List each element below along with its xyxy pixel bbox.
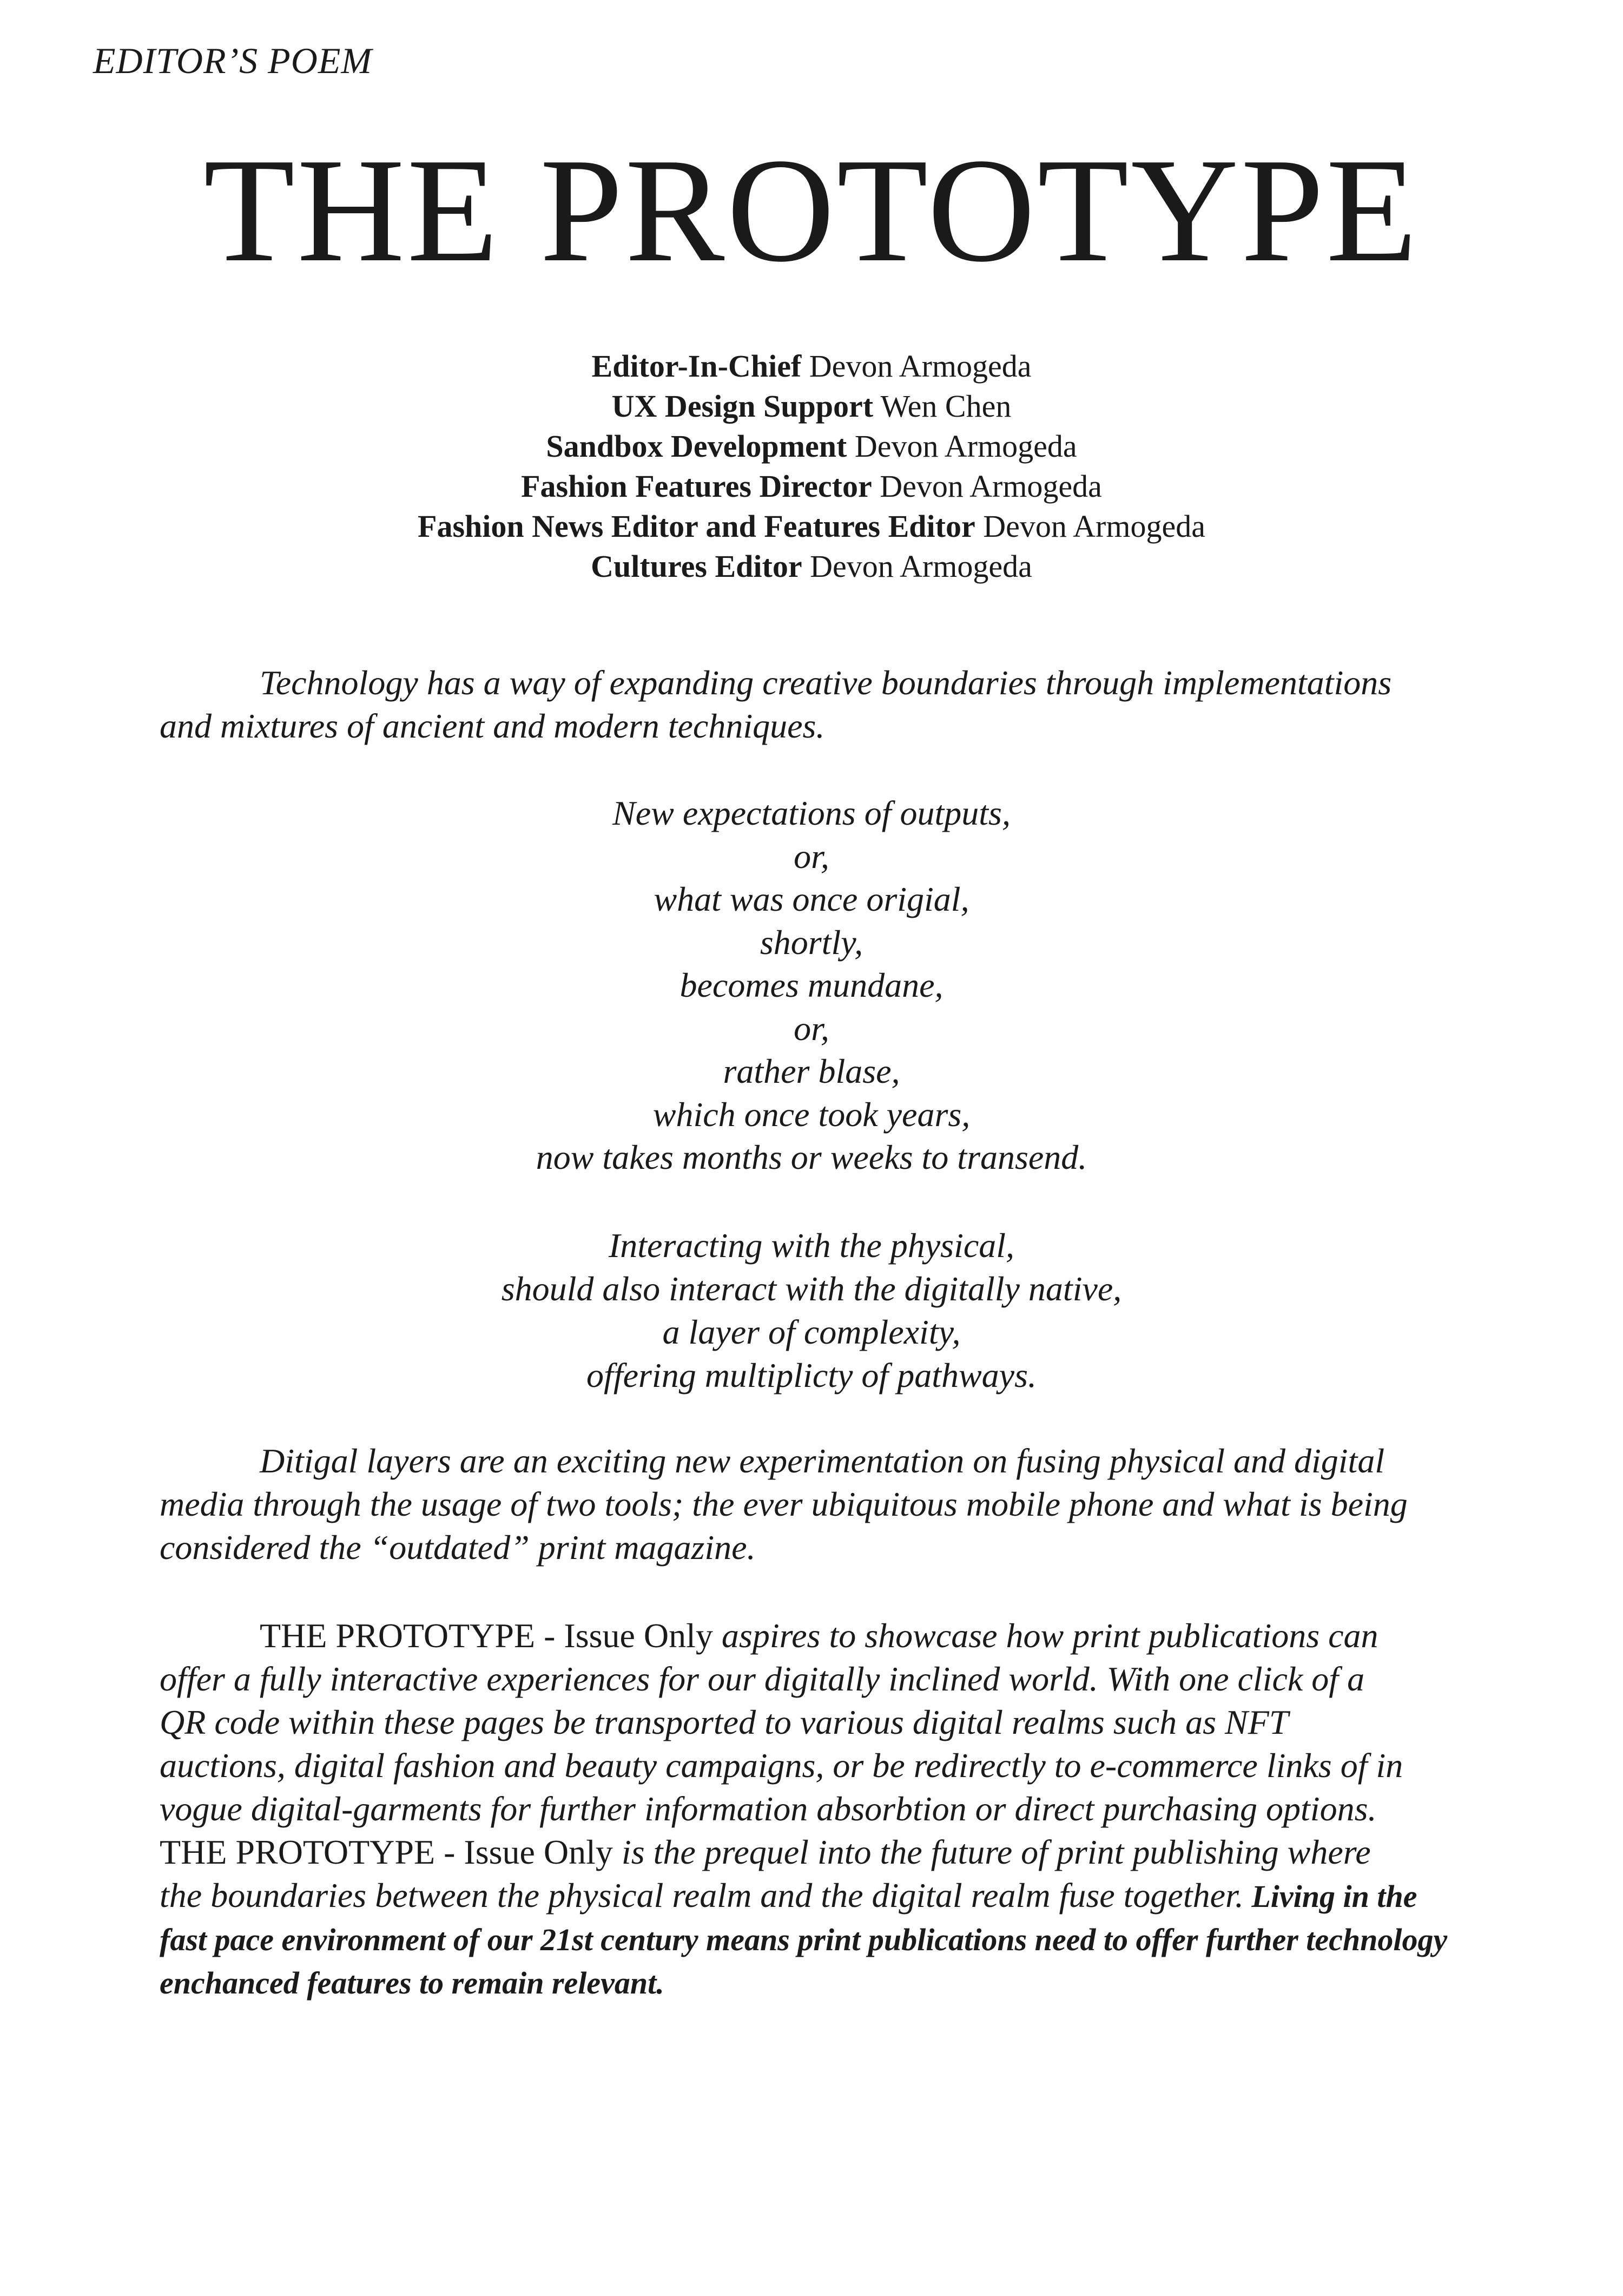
digital-layers-paragraph: [160, 1439, 1499, 1569]
poem-line: becomes mundane,: [679, 966, 944, 1004]
masthead-role: UX Design Support: [611, 389, 874, 424]
masthead-credits: [0, 346, 1623, 587]
publication-name: THE PROTOTYPE - Issue Only: [260, 1616, 713, 1655]
poem-line: or,: [794, 837, 829, 876]
intro-line: Technology has a way of expanding creative boundaries through implementations: [260, 663, 1392, 702]
paragraph-line: fast pace environment of our 21st century means print publications need to offer further technology: [160, 1922, 1448, 1957]
masthead-person: Devon Armogeda: [810, 549, 1032, 584]
paragraph-line: Ditigal layers are an exciting new experimentation on fusing physical and digital: [260, 1442, 1385, 1480]
paragraph-line: media through the usage of two tools; the ever ubiquitous mobile phone and what is being: [160, 1485, 1408, 1523]
poem-line: which once took years,: [652, 1095, 971, 1134]
paragraph-line: offer a fully interactive experiences for our digitally inclined world. With one click of a: [160, 1660, 1365, 1698]
paragraph-line: vogue digital-garments for further information absorbtion or direct purchasing options.: [160, 1790, 1377, 1828]
poem-line: rather blase,: [723, 1052, 900, 1090]
masthead-person: Devon Armogeda: [880, 469, 1102, 504]
poem-stanza-1: [0, 792, 1623, 1179]
poem-line: New expectations of outputs,: [612, 794, 1011, 832]
poem-line: Interacting with the physical,: [608, 1226, 1015, 1265]
poem-line: now takes months or weeks to transend.: [536, 1138, 1087, 1176]
section-label: EDITOR’S POEM: [93, 40, 372, 81]
paragraph-text: Living in the: [1243, 1879, 1417, 1914]
masthead-person: Devon Armogeda: [983, 509, 1205, 544]
poem-line: should also interact with the digitally native,: [501, 1269, 1122, 1308]
masthead-line: [0, 466, 1623, 506]
poem-line: what was once origial,: [654, 880, 969, 918]
masthead-line: [0, 346, 1623, 386]
masthead-line: [0, 386, 1623, 426]
publication-name: THE PROTOTYPE - Issue Only: [160, 1833, 613, 1871]
paragraph-text: the boundaries between the physical realm and the digital realm fuse together.: [160, 1876, 1244, 1915]
paragraph-line: QR code within these pages be transported to various digital realms such as NFT: [160, 1703, 1289, 1741]
masthead-person: Devon Armogeda: [809, 348, 1032, 384]
poem-line: offering multiplicty of pathways.: [586, 1356, 1037, 1394]
masthead-line: [0, 506, 1623, 547]
paragraph-text: is the prequel into the future of print publishing where: [612, 1833, 1371, 1871]
closing-paragraph: [160, 1614, 1499, 2005]
intro-line: and mixtures of ancient and modern techniques.: [160, 707, 825, 745]
paragraph-text: aspires to showcase how print publications can: [712, 1616, 1378, 1655]
paragraph-line: auctions, digital fashion and beauty campaigns, or be redirectly to e-commerce links of in: [160, 1746, 1403, 1785]
poem-line: or,: [794, 1009, 829, 1048]
masthead-person: Wen Chen: [880, 389, 1012, 424]
masthead-role: Sandbox Development: [546, 429, 847, 464]
masthead-line: [0, 426, 1623, 466]
masthead-role: Fashion Features Director: [521, 469, 872, 504]
page-title: THE PROTOTYPE: [203, 127, 1420, 293]
masthead-role: Cultures Editor: [591, 549, 802, 584]
masthead-line: [0, 547, 1623, 587]
masthead-role: Fashion News Editor and Features Editor: [418, 509, 975, 544]
intro-paragraph: [160, 661, 1499, 748]
paragraph-line: considered the “outdated” print magazine.: [160, 1528, 756, 1567]
masthead-role: Editor-In-Chief: [591, 348, 802, 384]
masthead-person: Devon Armogeda: [854, 429, 1077, 464]
paragraph-line: enchanced features to remain relevant.: [160, 1965, 664, 2001]
poem-line: shortly,: [760, 923, 863, 962]
poem-stanza-2: [0, 1224, 1623, 1397]
poem-line: a layer of complexity,: [662, 1313, 961, 1351]
